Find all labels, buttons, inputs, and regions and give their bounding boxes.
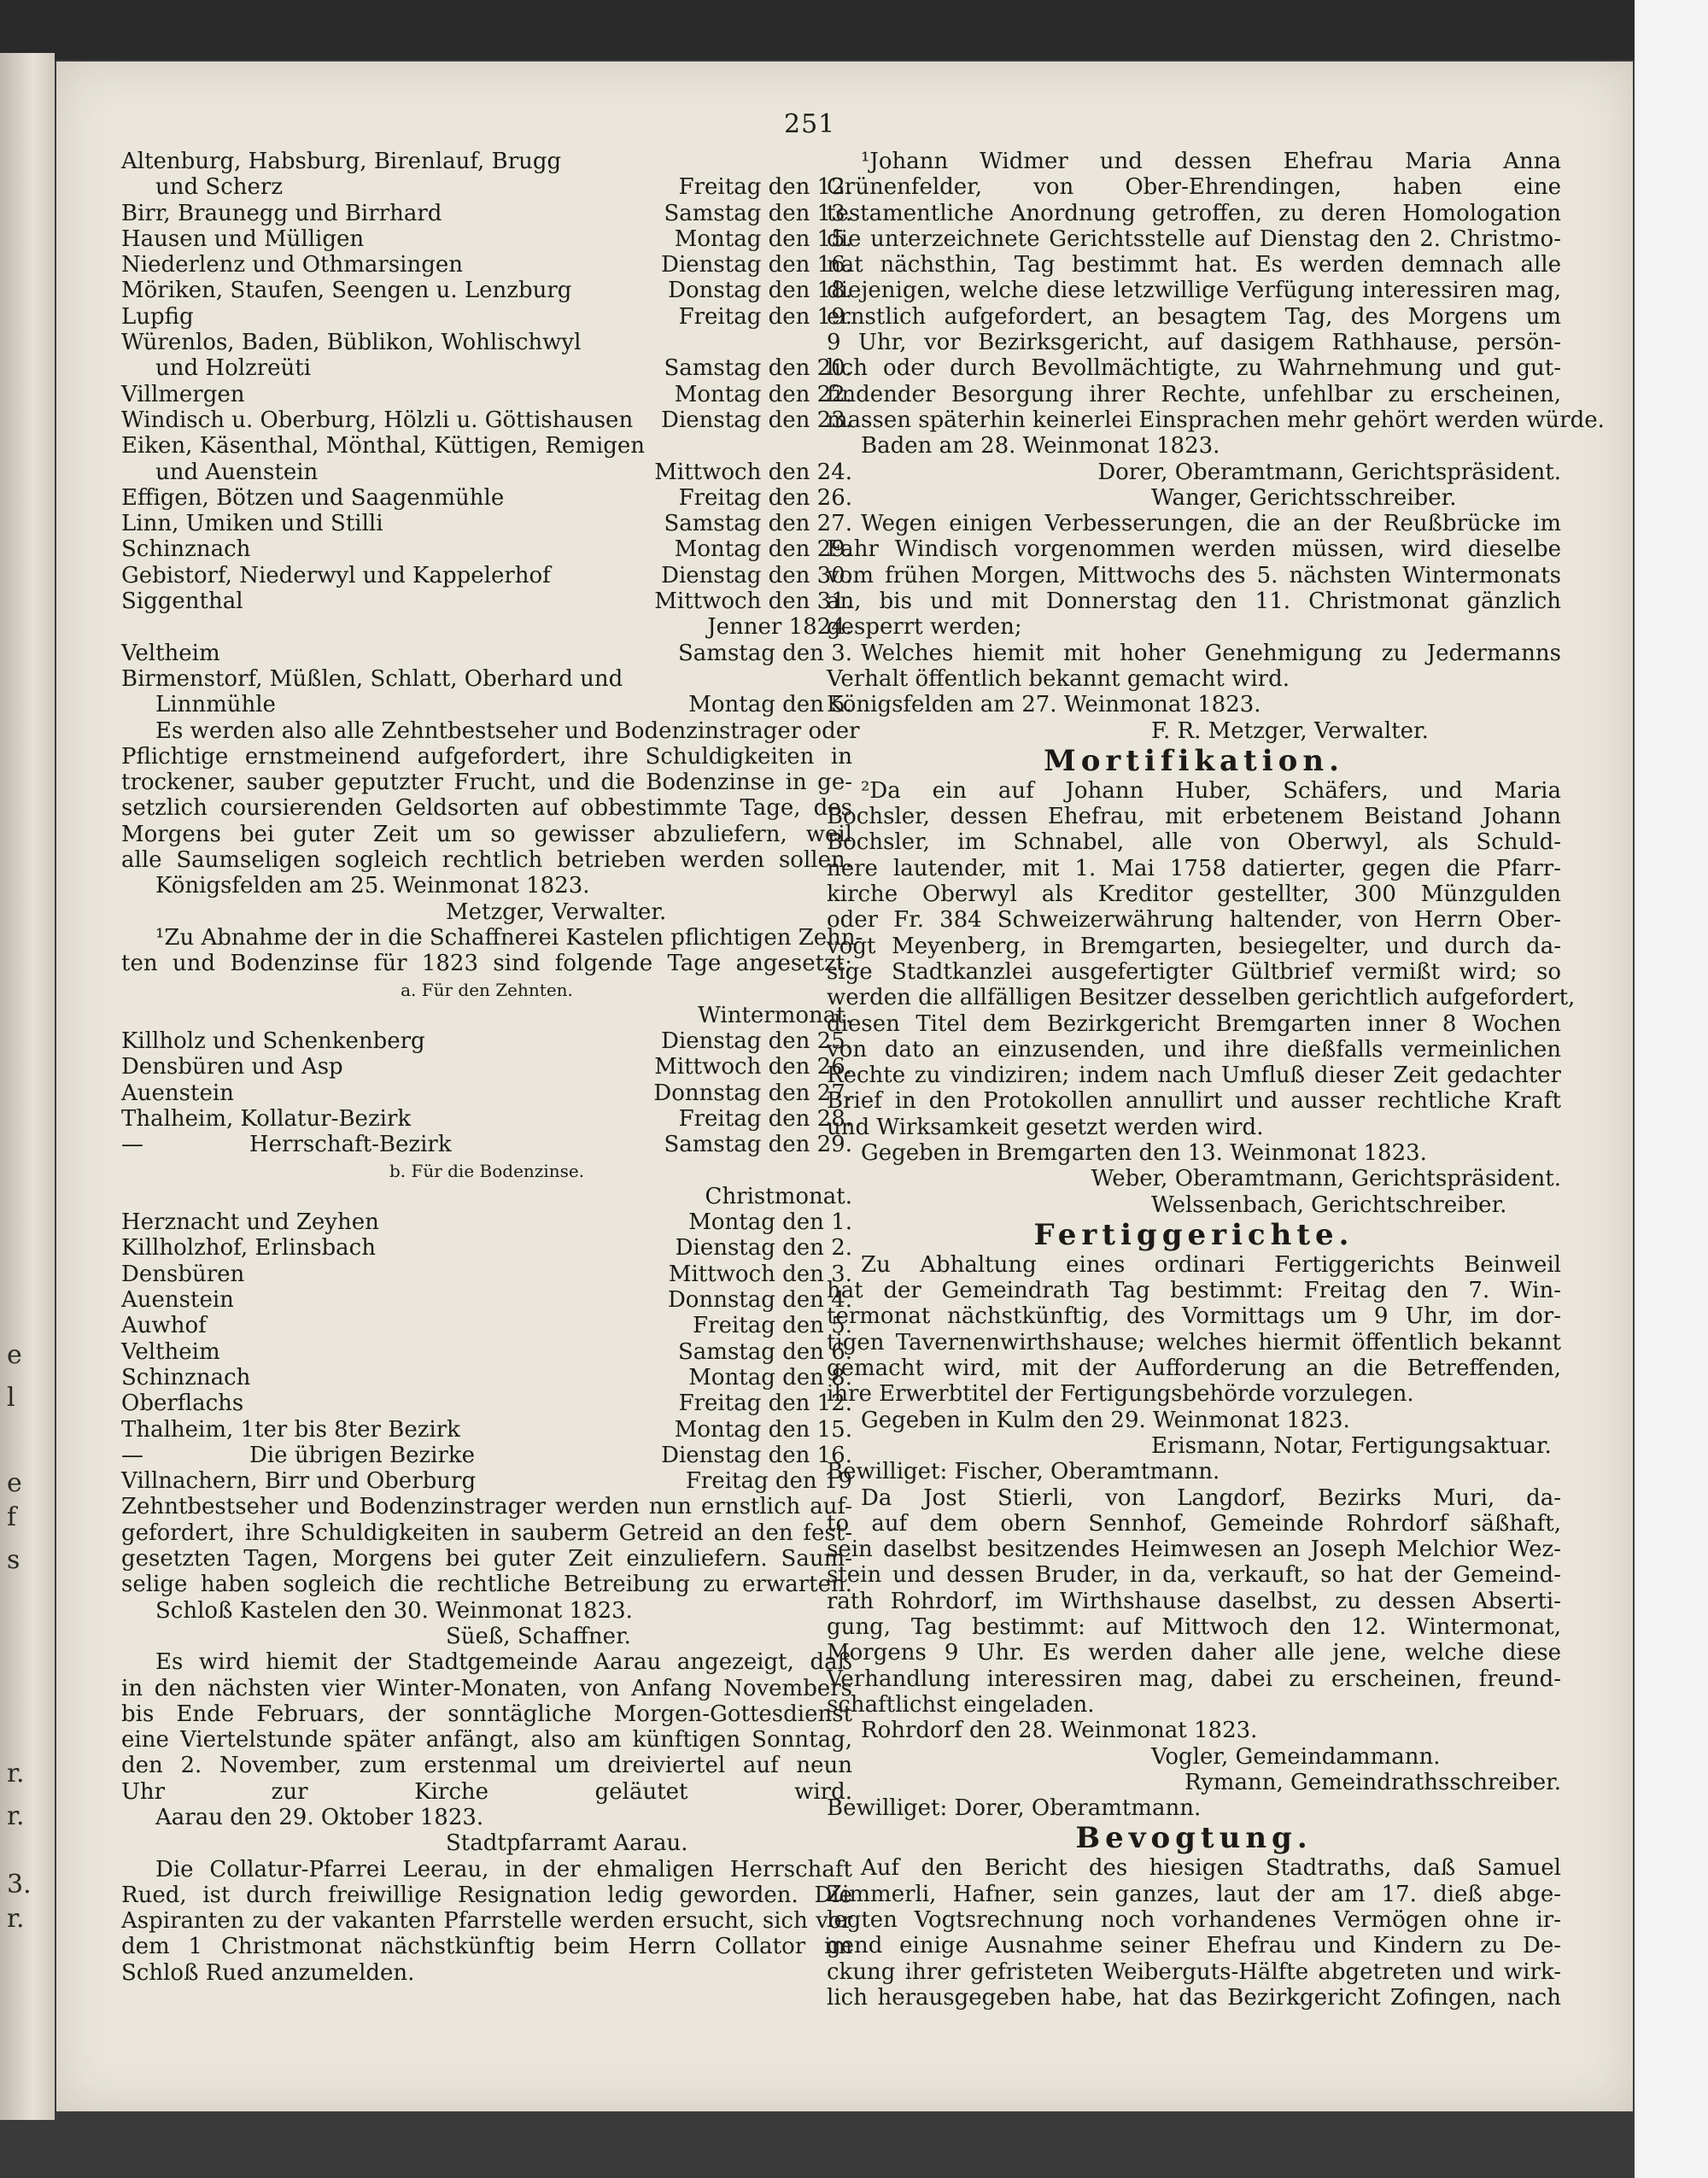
schedule-day: Dienstag den 2. (675, 1235, 852, 1262)
schedule-row (121, 666, 852, 692)
text-line: nat nächsthin, Tag bestimmt hat. Es werden demnach alle (827, 252, 1561, 278)
schedule-place: Auwhof (121, 1313, 207, 1339)
schedule-place: Villnachern, Birr und Oberburg (121, 1468, 477, 1495)
schedule-place: Oberflachs (121, 1391, 244, 1417)
margin-fragment: r. (7, 1759, 25, 1789)
text-line: selige haben sogleich die rechtliche Betreibung zu erwarten. (121, 1572, 852, 1598)
heading-bevogtung: Bevogtung. (1075, 1821, 1313, 1856)
schedule-row (121, 641, 852, 666)
schedule-place: Hausen und Mülligen (121, 225, 365, 252)
text-line: sein daselbst besitzendes Heimwesen an Joseph Melchior Wez- (827, 1537, 1561, 1563)
schedule-day: Mittwoch den 31. (654, 588, 852, 615)
schedule-row (121, 1287, 852, 1313)
text-line: von dato an einzusenden, und ihre dießfalls vermeinlichen (827, 1036, 1561, 1063)
schedule-day: Samstag den 3. (677, 640, 852, 666)
schedule-row (121, 692, 852, 717)
schedule-place: Die übrigen Bezirke (249, 1442, 476, 1468)
text-line: Rued, ist durch freiwillige Resignation ledig geworden. Die (121, 1882, 852, 1908)
text-line: gung, Tag bestimmt: auf Mittwoch den 12. Wintermonat, (827, 1614, 1561, 1641)
margin-fragment: s (7, 1545, 20, 1575)
notice-mortifikation-signer-2: Welssenbach, Gerichtschreiber. (1151, 1191, 1507, 1218)
schedule-place: Densbüren (121, 1261, 245, 1287)
text-line: setzlich coursierenden Geldsorten auf obbestimmte Tage, des (121, 795, 852, 822)
text-line: Pflichtige ernstmeinend aufgefordert, ihre Schuldigkeiten in (121, 743, 852, 770)
schedule-place: Lupfig (121, 303, 194, 330)
schedule-place: Windisch u. Oberburg, Hölzli u. Göttishausen (121, 407, 634, 433)
text-line: stein und dessen Bruder, in da, verkauft, so hat der Gemeind- (827, 1562, 1561, 1589)
schedule-place: Birmenstorf, Müßlen, Schlatt, Oberhard und (121, 665, 623, 692)
previous-page-edge (0, 53, 55, 2120)
schedule-row (121, 485, 852, 511)
notice-rohrdorf-text (827, 1485, 1561, 1692)
notice-kastelen-intro (121, 924, 863, 977)
schedule-day: Dienstag den 16. (661, 252, 852, 278)
schedule-place: Densbüren und Asp (121, 1054, 343, 1080)
text-line: in den nächsten vier Winter-Monaten, von Anfang Novembers (121, 1675, 852, 1701)
schedule-place: Effigen, Bötzen und Saagenmühle (121, 484, 505, 511)
notice-widmer-place-date: Baden am 28. Weinmonat 1823. (861, 433, 1220, 460)
margin-fragment: e (7, 1340, 22, 1370)
schedule-place: Herznacht und Zeyhen (121, 1209, 379, 1236)
schedule-day: Samstag den 20. (664, 355, 852, 382)
notice-aarau-place-date: Aarau den 29. Oktober 1823. (155, 1805, 484, 1830)
schedule-place: Auenstein (121, 1080, 234, 1106)
text-line: legten Vogtsrechnung noch vorhandenes Vermögen ohne ir- (827, 1907, 1561, 1933)
text-line: Brief in den Protokollen annullirt und ausser rechtliche Kraft (827, 1088, 1561, 1115)
text-line: Verhandlung interessiren mag, dabei zu erscheinen, freund- (827, 1666, 1561, 1692)
schedule-row (121, 1106, 852, 1132)
schedule-day: Samstag den 6. (677, 1338, 852, 1365)
schedule-place: Linn, Umiken und Stilli (121, 511, 383, 537)
schedule-row (121, 304, 852, 330)
schedule-row (121, 1313, 852, 1338)
schedule-row (121, 174, 852, 200)
text-line: den 2. November, zum erstenmal um dreiviertel auf neun (121, 1753, 852, 1779)
notice-reussbruecke-place-date: Königsfelden am 27. Weinmonat 1823. (827, 692, 1261, 718)
text-line: kirche Oberwyl als Kreditor gestellter, 300 Münzgulden (827, 881, 1561, 908)
schedule-day: Samstag den 29. (664, 1132, 852, 1158)
schedule-place: Linnmühle (155, 692, 276, 718)
text-line: Auf den Bericht des hiesigen Stadtraths, daß Samuel (861, 1855, 1561, 1882)
notice-reussbruecke-line-7: Verhalt öffentlich bekannt gemacht wird. (827, 665, 1290, 692)
schedule-day: Jenner 1824. (707, 614, 852, 641)
schedule-day: Donnstag den 27. (653, 1080, 852, 1106)
schedule-place: Thalheim, 1ter bis 8ter Bezirk (121, 1416, 460, 1443)
text-line: testamentliche Anordnung getroffen, zu deren Homologation (827, 200, 1561, 226)
schedule-row (121, 1028, 852, 1054)
text-line: hat der Gemeindrath Tag bestimmt: Freitag den 7. Win- (827, 1278, 1561, 1304)
text-line: massen späterhin keinerlei Einsprachen mehr gehört werden würde. (827, 407, 1605, 433)
notice-widmer-signer-1: Dorer, Oberamtmann, Gerichtspräsident. (1097, 459, 1561, 485)
text-line: ckung ihrer gefristeten Weiberguts-Hälfte abgetreten und wirk- (827, 1958, 1561, 1985)
notice-mortifikation-place-date: Gegeben in Bremgarten den 13. Weinmonat 1823. (861, 1139, 1427, 1166)
text-line: Zu Abhaltung eines ordinari Fertiggerichts Beinweil (861, 1251, 1561, 1278)
schedule-place: Birr, Braunegg und Birrhard (121, 200, 442, 226)
schedule-place: Gebistorf, Niederwyl und Kappelerhof (121, 562, 551, 588)
notice-fertiggericht-approved: Bewilliget: Fischer, Oberamtmann. (827, 1459, 1220, 1485)
notice-leerau-last-line: Schloß Rued anzumelden. (121, 1959, 415, 1986)
text-line: lich oder durch Bevollmächtigte, zu Wahrnehmung und gut- (827, 355, 1561, 382)
text-line: oder Fr. 384 Schweizerwährung haltender, von Herrn Ober- (827, 907, 1561, 934)
text-line: Bochsler, dessen Ehefrau, mit erbetenem Beistand Johann (827, 804, 1561, 830)
schedule-row (121, 588, 852, 614)
schedule-place: Schinznach (121, 536, 251, 563)
schedule-row (121, 1054, 852, 1080)
schedule-day: Freitag den 19. (678, 303, 852, 330)
schedule-day: Samstag den 27. (664, 511, 852, 537)
notice-rohrdorf-last-line: schaftlichst eingeladen. (827, 1691, 1095, 1718)
text-line: diesen Titel dem Bezirkgericht Bremgarten inner 8 Wochen (827, 1010, 1561, 1037)
text-line: findender Besorgung ihrer Rechte, unfehlbar zu erscheinen, (827, 381, 1561, 407)
text-line: Rechte zu vindiziren; indem nach Umfluß dieser Zeit gedachter (827, 1063, 1561, 1089)
schedule-row (121, 1080, 852, 1106)
right-column (827, 149, 1605, 2011)
schedule-place: Killholzhof, Erlinsbach (121, 1235, 376, 1262)
text-line: ernstlich aufgefordert, an besagtem Tag, des Morgens um (827, 303, 1561, 330)
schedule-day: Montag den 22. (674, 381, 852, 407)
schedule-place: Herrschaft-Bezirk (249, 1132, 452, 1158)
heading-mortifikation: Mortifikation. (1044, 743, 1344, 778)
text-line: nere lautender, mit 1. Mai 1758 datierter, gegen die Pfarr- (827, 855, 1561, 881)
notice-zehnten-text (121, 717, 860, 874)
schedule-day: Dienstag den 30. (661, 562, 852, 588)
notice-kastelen-place-date: Schloß Kastelen den 30. Weinmonat 1823. (155, 1597, 633, 1624)
text-line: ten und Bodenzinse für 1823 sind folgende Tage angesetzt: (121, 951, 852, 977)
schedule-place: Niederlenz und Othmarsingen (121, 252, 463, 278)
notice-fertiggericht-last-line: ihre Erwerbtitel der Fertigungsbehörde vorzulegen. (827, 1381, 1414, 1408)
text-line: die unterzeichnete Gerichtsstelle auf Dienstag den 2. Christmo- (827, 225, 1561, 252)
schedule-day: Dienstag den 23. (661, 407, 852, 433)
text-line: bis Ende Februars, der sonntägliche Morgen-Gottesdienst (121, 1701, 852, 1727)
text-line: tigen Tavernenwirthshause; welches hiermit öffentlich bekannt (827, 1329, 1561, 1355)
schedule-place: Würenlos, Baden, Büblikon, Wohlischwyl (121, 330, 582, 356)
schedule-place: und Holzreüti (155, 355, 312, 382)
text-line: Es wird hiemit der Stadtgemeinde Aarau angezeigt, daß (155, 1649, 852, 1676)
schedule-day: Freitag den 12. (678, 174, 852, 201)
text-line: Zehntbestseher und Bodenzinstrager werden nun ernstlich auf- (121, 1494, 852, 1520)
text-line: Wegen einigen Verbesserungen, die an der Reußbrücke im (861, 511, 1561, 537)
ditto-dash: — (121, 1132, 143, 1158)
text-line: Morgens 9 Uhr. Es werden daher alle jene, welche diese (827, 1640, 1561, 1666)
schedule-row (121, 278, 852, 303)
schedule-row (121, 1235, 852, 1261)
margin-fragment: l (7, 1383, 15, 1413)
text-line: Uhr zur Kirche geläutet wird. (121, 1778, 852, 1805)
notice-fertiggericht-text (827, 1252, 1561, 1381)
notice-rohrdorf-place-date: Rohrdorf den 28. Weinmonat 1823. (861, 1718, 1258, 1744)
schedule-row (121, 1262, 852, 1287)
heading-fertiggerichte: Fertiggerichte. (1033, 1217, 1354, 1252)
schedule-day: Samstag den 13. (664, 200, 852, 226)
schedule-row (121, 1391, 852, 1416)
notice-aarau-text (121, 1649, 852, 1805)
notice-reussbruecke-signer: F. R. Metzger, Verwalter. (1151, 717, 1429, 744)
text-line: Die Collatur-Pfarrei Leerau, in der ehmaligen Herrschaft (155, 1856, 852, 1882)
text-line: alle Saumseligen sogleich rechtlich betrieben werden sollen. (121, 847, 852, 874)
schedule-row (121, 1468, 852, 1494)
schedule-place: Thalheim, Kollatur-Bezirk (121, 1105, 412, 1132)
schedule-place: Veltheim (121, 1338, 220, 1365)
schedule-row (121, 355, 852, 381)
text-line: Morgens bei guter Zeit um so gewisser abzuliefern, weil (121, 821, 852, 847)
scan-background-right (1635, 0, 1708, 2178)
schedule-row (121, 1417, 852, 1443)
section-a-heading: a. Für den Zehnten. (401, 979, 573, 1000)
notice-mortifikation-text (827, 777, 1576, 1115)
scan-background-top (0, 0, 1708, 60)
schedule-row (121, 433, 852, 459)
text-line: 9 Uhr, vor Bezirksgericht, auf dasigem Rathhause, persön- (827, 330, 1561, 356)
text-line: sige Stadtkanzlei ausgefertigter Gültbrief vermißt wird; so (827, 958, 1561, 985)
text-line: vogt Meyenberg, in Bremgarten, besiegelter, und durch da- (827, 933, 1561, 959)
schedule-row (121, 149, 852, 174)
schedule-row (121, 407, 852, 433)
schedule-row (121, 382, 852, 407)
schedule-place: Möriken, Staufen, Seengen u. Lenzburg (121, 278, 572, 304)
left-column (121, 149, 863, 1986)
margin-fragment: e (7, 1468, 22, 1498)
notice-aarau-signer: Stadtpfarramt Aarau. (446, 1830, 688, 1857)
schedule-row (121, 614, 852, 640)
notice-fertiggericht-place-date: Gegeben in Kulm den 29. Weinmonat 1823. (861, 1407, 1350, 1433)
schedule-row (121, 330, 852, 355)
schedule-row (121, 252, 852, 278)
text-line: gesetzten Tagen, Morgens bei guter Zeit einzuliefern. Saum- (121, 1546, 852, 1572)
schedule-day: Montag den 15. (674, 1416, 852, 1443)
schedule-zehnten (121, 1028, 852, 1157)
notice-kastelen-signer: Süeß, Schaffner. (446, 1623, 631, 1649)
text-line: Zimmerli, Hafner, sein ganzes, laut der am 17. dieß abge- (827, 1881, 1561, 1907)
schedule-day: Mittwoch den 26. (654, 1054, 852, 1080)
text-line: gend einige Ausnahme seiner Ehefrau und Kindern zu De- (827, 1933, 1561, 1959)
notice-reussbruecke-text-2 (827, 641, 1561, 666)
notice-widmer-text (827, 149, 1605, 433)
margin-fragment: f (7, 1502, 17, 1532)
notice-zehnten-place-date: Königsfelden am 25. Weinmonat 1823. (155, 873, 590, 899)
schedule-row (121, 460, 852, 485)
notice-rohrdorf-approved: Bewilliget: Dorer, Oberamtmann. (827, 1795, 1202, 1822)
notice-kastelen-text (121, 1494, 852, 1597)
schedule-row (121, 1365, 852, 1391)
schedule-day: Montag den 8. (688, 1364, 852, 1391)
schedule-row (121, 511, 852, 536)
schedule-day: Mittwoch den 24. (654, 459, 852, 485)
text-line: ¹Johann Widmer und dessen Ehefrau Maria Anna (861, 149, 1561, 174)
schedule-day: Freitag den 26. (678, 484, 852, 511)
month-wintermonat: Wintermonat. (698, 1002, 852, 1028)
text-line: eine Viertelstunde später anfängt, also am künftigen Sonntag, (121, 1727, 852, 1754)
text-line: Bochsler, im Schnabel, alle von Oberwyl, als Schuld- (827, 829, 1561, 856)
schedule-place: Altenburg, Habsburg, Birenlauf, Brugg (121, 149, 562, 174)
text-line: Da Jost Stierli, von Langdorf, Bezirks Muri, da- (861, 1484, 1561, 1511)
schedule-row (121, 1132, 852, 1157)
text-line: Welches hiemit mit hoher Genehmigung zu Jedermanns (861, 640, 1561, 666)
notice-rohrdorf-signer-2: Rymann, Gemeindrathsschreiber. (1184, 1769, 1561, 1795)
text-line: dem 1 Christmonat nächstkünftig beim Herrn Collator im (121, 1934, 852, 1960)
schedule-day: Montag den 29. (674, 536, 852, 563)
schedule-row (121, 226, 852, 252)
text-line: Fahr Windisch vorgenommen werden müssen, wird dieselbe (827, 536, 1561, 563)
text-line: werden die allfälligen Besitzer desselben gerichtlich aufgefordert, (827, 985, 1576, 1011)
schedule-day: Montag den 5. (688, 692, 852, 718)
text-line: ²Da ein auf Johann Huber, Schäfers, und Maria (861, 777, 1561, 804)
schedule-day: Freitag den 12. (678, 1391, 852, 1417)
schedule-place: Veltheim (121, 640, 220, 666)
notice-reussbruecke-line-5: gesperrt werden; (827, 614, 1022, 641)
schedule-day: Dienstag den 25. (661, 1028, 852, 1055)
text-line: rath Rohrdorf, im Wirthshause daselbst, zu dessen Abserti- (827, 1588, 1561, 1614)
schedule-place: und Scherz (155, 174, 284, 201)
schedule-day: Freitag den 19 (685, 1468, 852, 1495)
text-line: gemacht wird, mit der Aufforderung an die Betreffenden, (827, 1355, 1561, 1382)
text-line: to auf dem obern Sennhof, Gemeinde Rohrdorf säßhaft, (827, 1510, 1561, 1537)
notice-mortifikation-signer-1: Weber, Oberamtmann, Gerichtspräsident. (1091, 1166, 1561, 1192)
text-line: ¹Zu Abnahme der in die Schaffnerei Kastelen pflichtigen Zehn- (155, 924, 863, 951)
schedule-day: Donstag den 18. (668, 278, 852, 304)
notice-rohrdorf-signer-1: Vogler, Gemeindammann. (1151, 1743, 1441, 1770)
schedule-day: Mittwoch den 3. (668, 1261, 852, 1287)
month-christmonat: Christmonat. (705, 1183, 852, 1209)
schedule-day: Donnstag den 4. (667, 1287, 852, 1314)
text-line: an, bis und mit Donnerstag den 11. Christmonat gänzlich (827, 588, 1561, 615)
schedule-place: und Auenstein (155, 459, 319, 485)
schedule-place: Auenstein (121, 1287, 234, 1314)
page-number: 251 (784, 109, 836, 139)
text-line: termonat nächstkünftig, des Vormittags um 9 Uhr, im dor- (827, 1303, 1561, 1330)
schedule-row (121, 1209, 852, 1235)
text-line: Grünenfelder, von Ober-Ehrendingen, haben eine (827, 174, 1561, 201)
schedule-day: Freitag den 5. (693, 1313, 852, 1339)
text-line: Aspiranten zu der vakanten Pfarrstelle werden ersucht, sich vor (121, 1908, 852, 1935)
schedule-row (121, 536, 852, 562)
notice-reussbruecke-text (827, 511, 1561, 614)
notice-mortifikation-last-line: und Wirksamkeit gesetzt werden wird. (827, 1114, 1264, 1140)
schedule-day: Montag den 1. (688, 1209, 852, 1236)
ditto-dash: — (121, 1442, 143, 1468)
schedule-day: Montag den 15. (674, 225, 852, 252)
schedule-place: Eiken, Käsenthal, Mönthal, Küttigen, Remigen (121, 433, 646, 460)
notice-leerau-text (121, 1857, 852, 1960)
schedule-day: Freitag den 28. (678, 1105, 852, 1132)
margin-fragment: 3. (7, 1870, 32, 1900)
text-line: Es werden also alle Zehntbestseher und Bodenzinstrager oder (155, 717, 860, 744)
notice-widmer-signer-2: Wanger, Gerichtsschreiber. (1151, 484, 1457, 511)
section-b-heading: b. Für die Bodenzinse. (389, 1160, 585, 1181)
notice-fertiggericht-signer: Erismann, Notar, Fertigungsaktuar. (1151, 1432, 1552, 1459)
schedule-place: Villmergen (121, 381, 245, 407)
schedule-bodenzinse (121, 1209, 852, 1494)
notice-bevogtung-text (827, 1855, 1561, 2011)
schedule-place: Killholz und Schenkenberg (121, 1028, 425, 1055)
notice-zehnten-signer: Metzger, Verwalter. (446, 899, 667, 925)
newspaper-page (56, 61, 1633, 2111)
schedule-place: Schinznach (121, 1364, 251, 1391)
schedule-row (121, 563, 852, 588)
text-line: lich herausgegeben habe, hat das Bezirkgericht Zofingen, nach (827, 1984, 1561, 2011)
schedule-row (121, 201, 852, 226)
text-line: vom frühen Morgen, Mittwochs des 5. nächsten Wintermonats (827, 562, 1561, 588)
schedule-place: Siggenthal (121, 588, 243, 615)
schedule-row (121, 1443, 852, 1468)
margin-fragment: r. (7, 1904, 25, 1934)
margin-fragment: r. (7, 1801, 25, 1831)
text-line: gefordert, ihre Schuldigkeiten in sauberm Getreid an den fest- (121, 1519, 852, 1546)
schedule-day: Dienstag den 16. (661, 1442, 852, 1468)
text-line: diejenigen, welche diese letzwillige Verfügung interessiren mag, (827, 278, 1561, 304)
text-line: trockener, sauber geputzter Frucht, und die Bodenzinse in ge- (121, 770, 852, 796)
schedule-row (121, 1339, 852, 1365)
zehnten-schedule (121, 149, 852, 718)
